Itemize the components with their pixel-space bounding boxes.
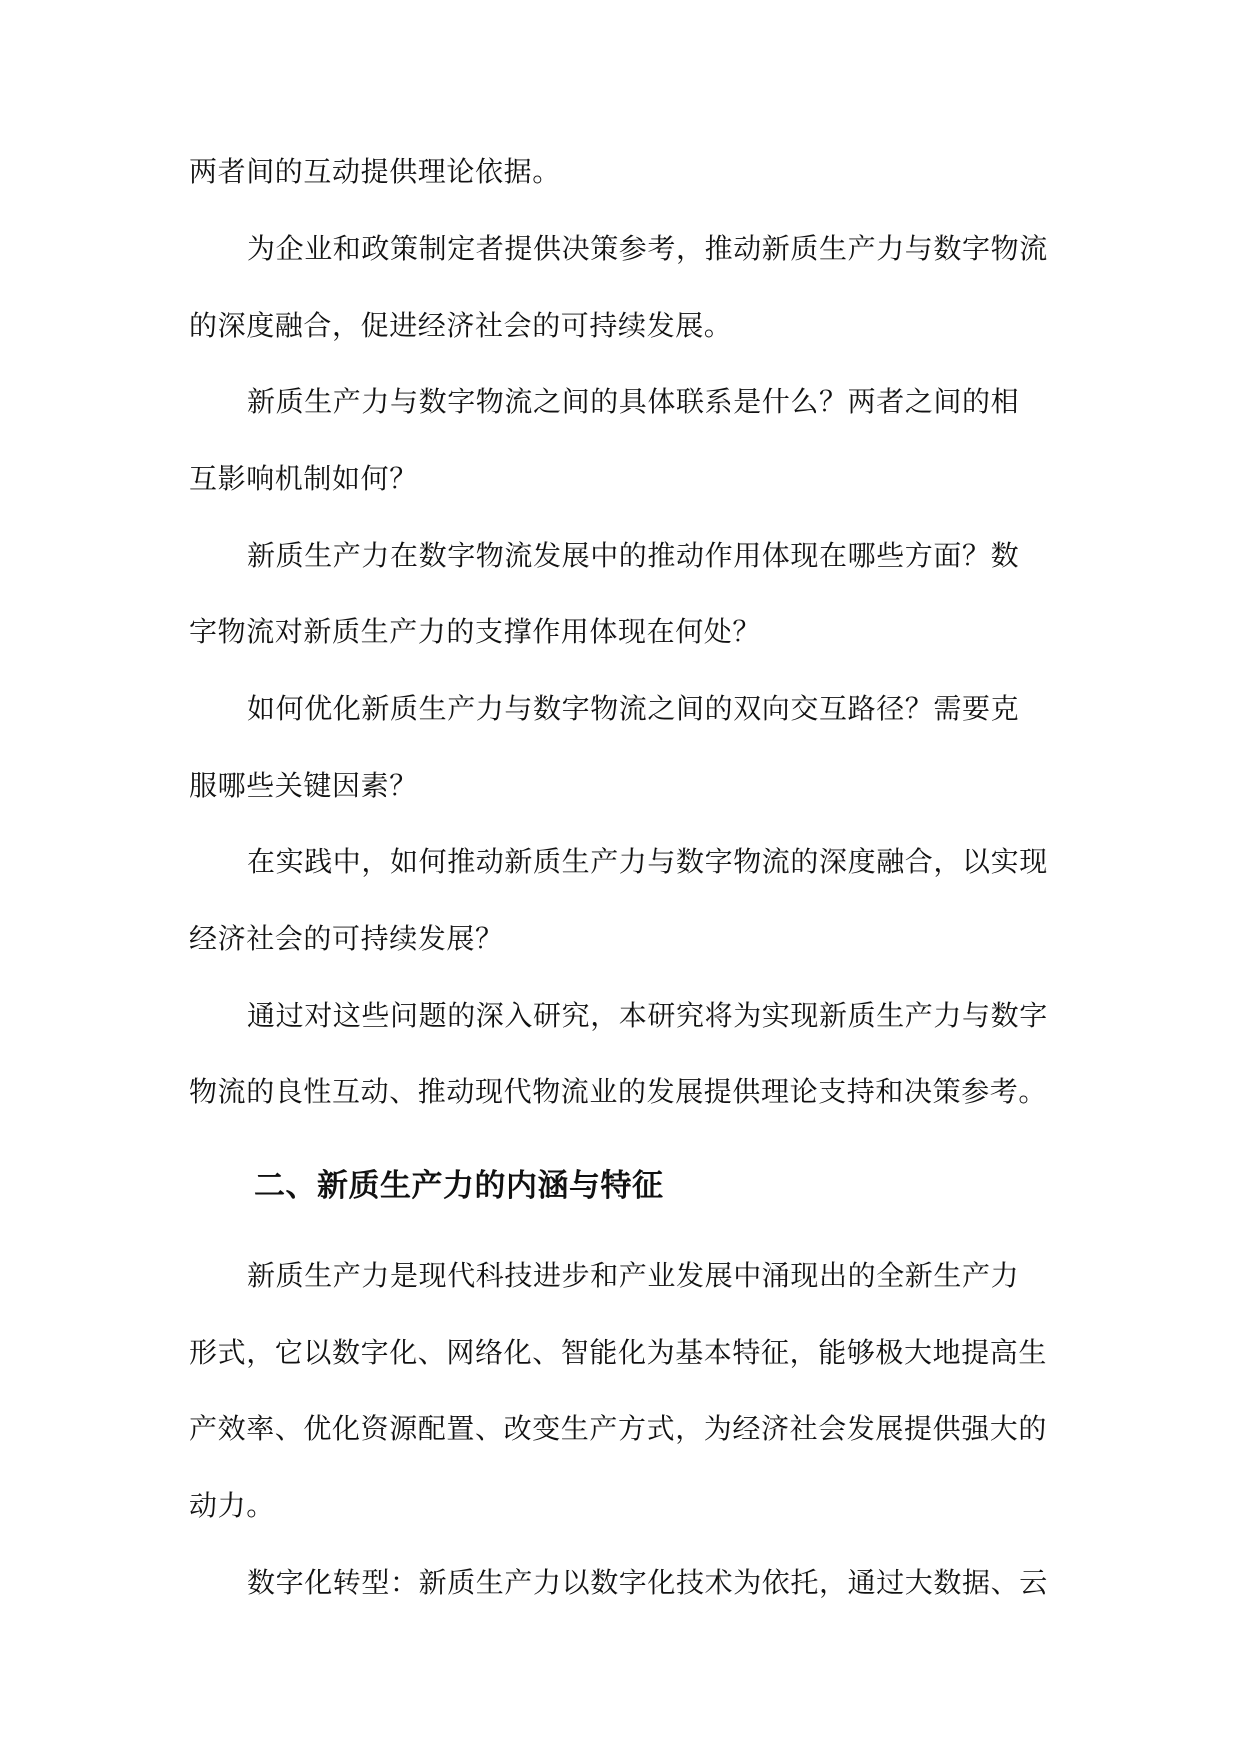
text-line: 互影响机制如何？ (189, 462, 418, 495)
text-line: 两者间的互动提供理论依据。 (189, 155, 561, 188)
text-line: 物流的良性互动、推动现代物流业的发展提供理论支持和决策参考。 (189, 1075, 1048, 1108)
text-line: 的深度融合，促进经济社会的可持续发展。 (189, 309, 733, 342)
section-heading: 二、新质生产力的内涵与特征 (254, 1168, 664, 1204)
text-line: 字物流对新质生产力的支撑作用体现在何处？ (189, 615, 762, 648)
text-line: 经济社会的可持续发展？ (189, 922, 504, 955)
text-line: 产效率、优化资源配置、改变生产方式，为经济社会发展提供强大的 (189, 1412, 1048, 1445)
paragraph-first-line: 通过对这些问题的深入研究，本研究将为实现新质生产力与数字 (247, 999, 1048, 1032)
paragraph-first-line: 新质生产力在数字物流发展中的推动作用体现在哪些方面？数 (247, 539, 1020, 572)
paragraph-first-line: 如何优化新质生产力与数字物流之间的双向交互路径？需要克 (247, 692, 1020, 725)
text-line: 动力。 (189, 1489, 275, 1522)
text-line: 服哪些关键因素？ (189, 769, 418, 802)
paragraph-first-line: 新质生产力与数字物流之间的具体联系是什么？两者之间的相 (247, 385, 1020, 418)
paragraph-first-line: 新质生产力是现代科技进步和产业发展中涌现出的全新生产力 (247, 1259, 1020, 1292)
paragraph-first-line: 为企业和政策制定者提供决策参考，推动新质生产力与数字物流 (247, 232, 1048, 265)
text-line: 形式，它以数字化、网络化、智能化为基本特征，能够极大地提高生 (189, 1336, 1048, 1369)
paragraph-first-line: 数字化转型：新质生产力以数字化技术为依托，通过大数据、云 (247, 1566, 1048, 1599)
paragraph-first-line: 在实践中，如何推动新质生产力与数字物流的深度融合，以实现 (247, 845, 1048, 878)
